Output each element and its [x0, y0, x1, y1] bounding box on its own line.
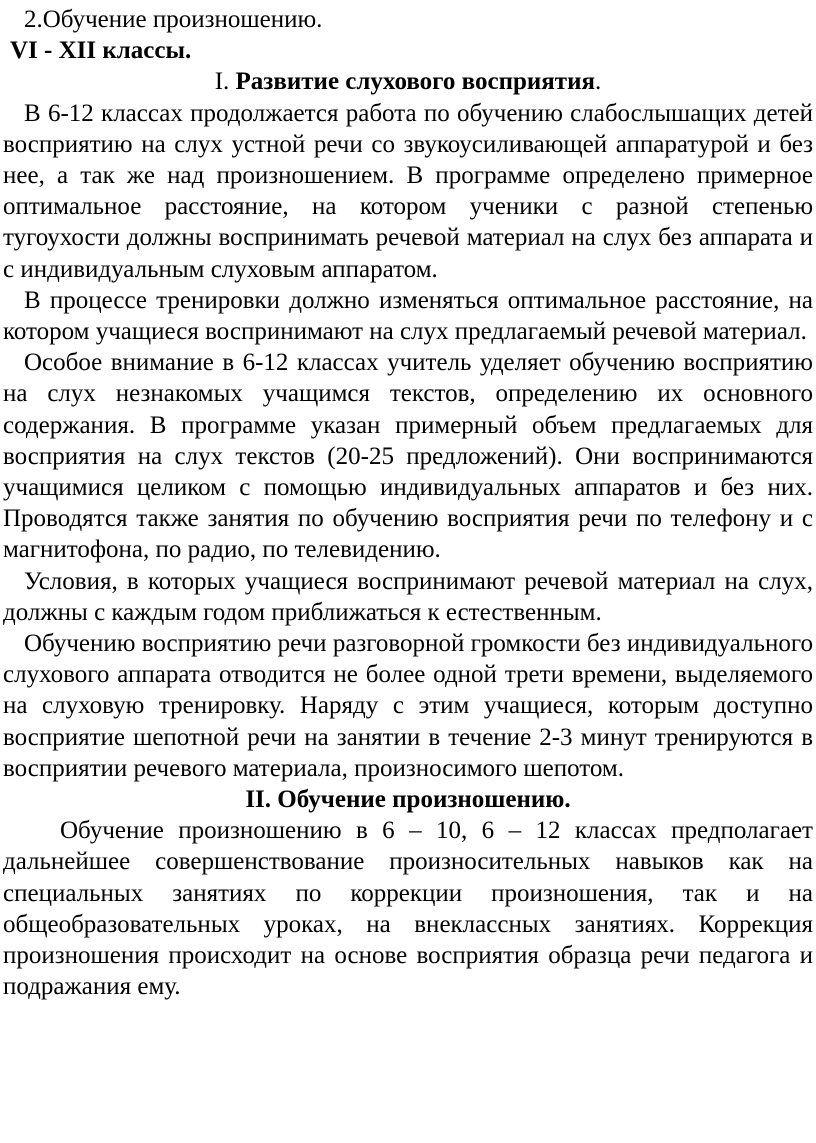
paragraph: Особое внимание в 6-12 классах учитель уделяет обучению восприятию на слух незнакомых учащимся текстов, определению их основного содержания. В программе указан примерный объем предлагаемых для восприятия на слух текстов (20-25 предложений). Они воспринимаются учащимися целиком с помощью индивидуальных аппаратов и без них. Проводятся также занятия по обучению восприятия речи по телефону и с магнитофона, по радио, по телевидению. — [3, 349, 813, 564]
grade-range-heading: VI - XII классы. — [10, 37, 192, 65]
paragraph: Обучению восприятию речи разговорной громкости без индивидуального слухового аппарата отводится не более одной трети времени, выделяемого на слуховую тренировку. Наряду с этим учащиеся, которым доступно восприятие шепотной речи на занятии в течение 2-3 минут тренируются в восприятии речевого материала, произносимого шепотом. — [3, 630, 813, 782]
section-1-numeral: I. — [214, 68, 236, 96]
document-heading: 2.Обучение произношению. — [24, 6, 323, 33]
paragraph: Условия, в которых учащиеся воспринимают речевой материал на слух, должны с каждым годом приближаться к естественным. — [3, 567, 813, 626]
section-1-title-text: Развитие слухового восприятия — [235, 68, 596, 96]
paragraph: В процессе тренировки должно изменяться оптимальное расстояние, на котором учащиеся воспринимают на слух предлагаемый речевой материал. — [3, 286, 813, 346]
section-2-title — [3, 784, 813, 815]
section-1-title — [3, 66, 813, 97]
paragraph: Обучение произношению в 6 – 10, 6 – 12 классах предполагает дальнейшее совершенствование произносительных навыков как на специальных занятиях по коррекции произношения, так и на общеобразовательных уроках, на внеклассных занятиях. Коррекция произношения происходит на основе восприятия образца речи педагога и подражания ему. — [3, 817, 813, 1001]
section-2-title-text: II. Обучение произношению. — [245, 786, 571, 814]
section-1-title-end: . — [595, 68, 602, 96]
paragraph: В 6-12 классах продолжается работа по обучению слабослышащих детей восприятию на слух устной речи со звукоусиливающей аппаратурой и без нее, а так же над произношением. В программе определено примерное оптимальное расстояние, на котором ученики с разной степенью тугоухости должны воспринимать речевой материал на слух без аппарата и с индивидуальным слуховым аппаратом. — [3, 99, 813, 283]
